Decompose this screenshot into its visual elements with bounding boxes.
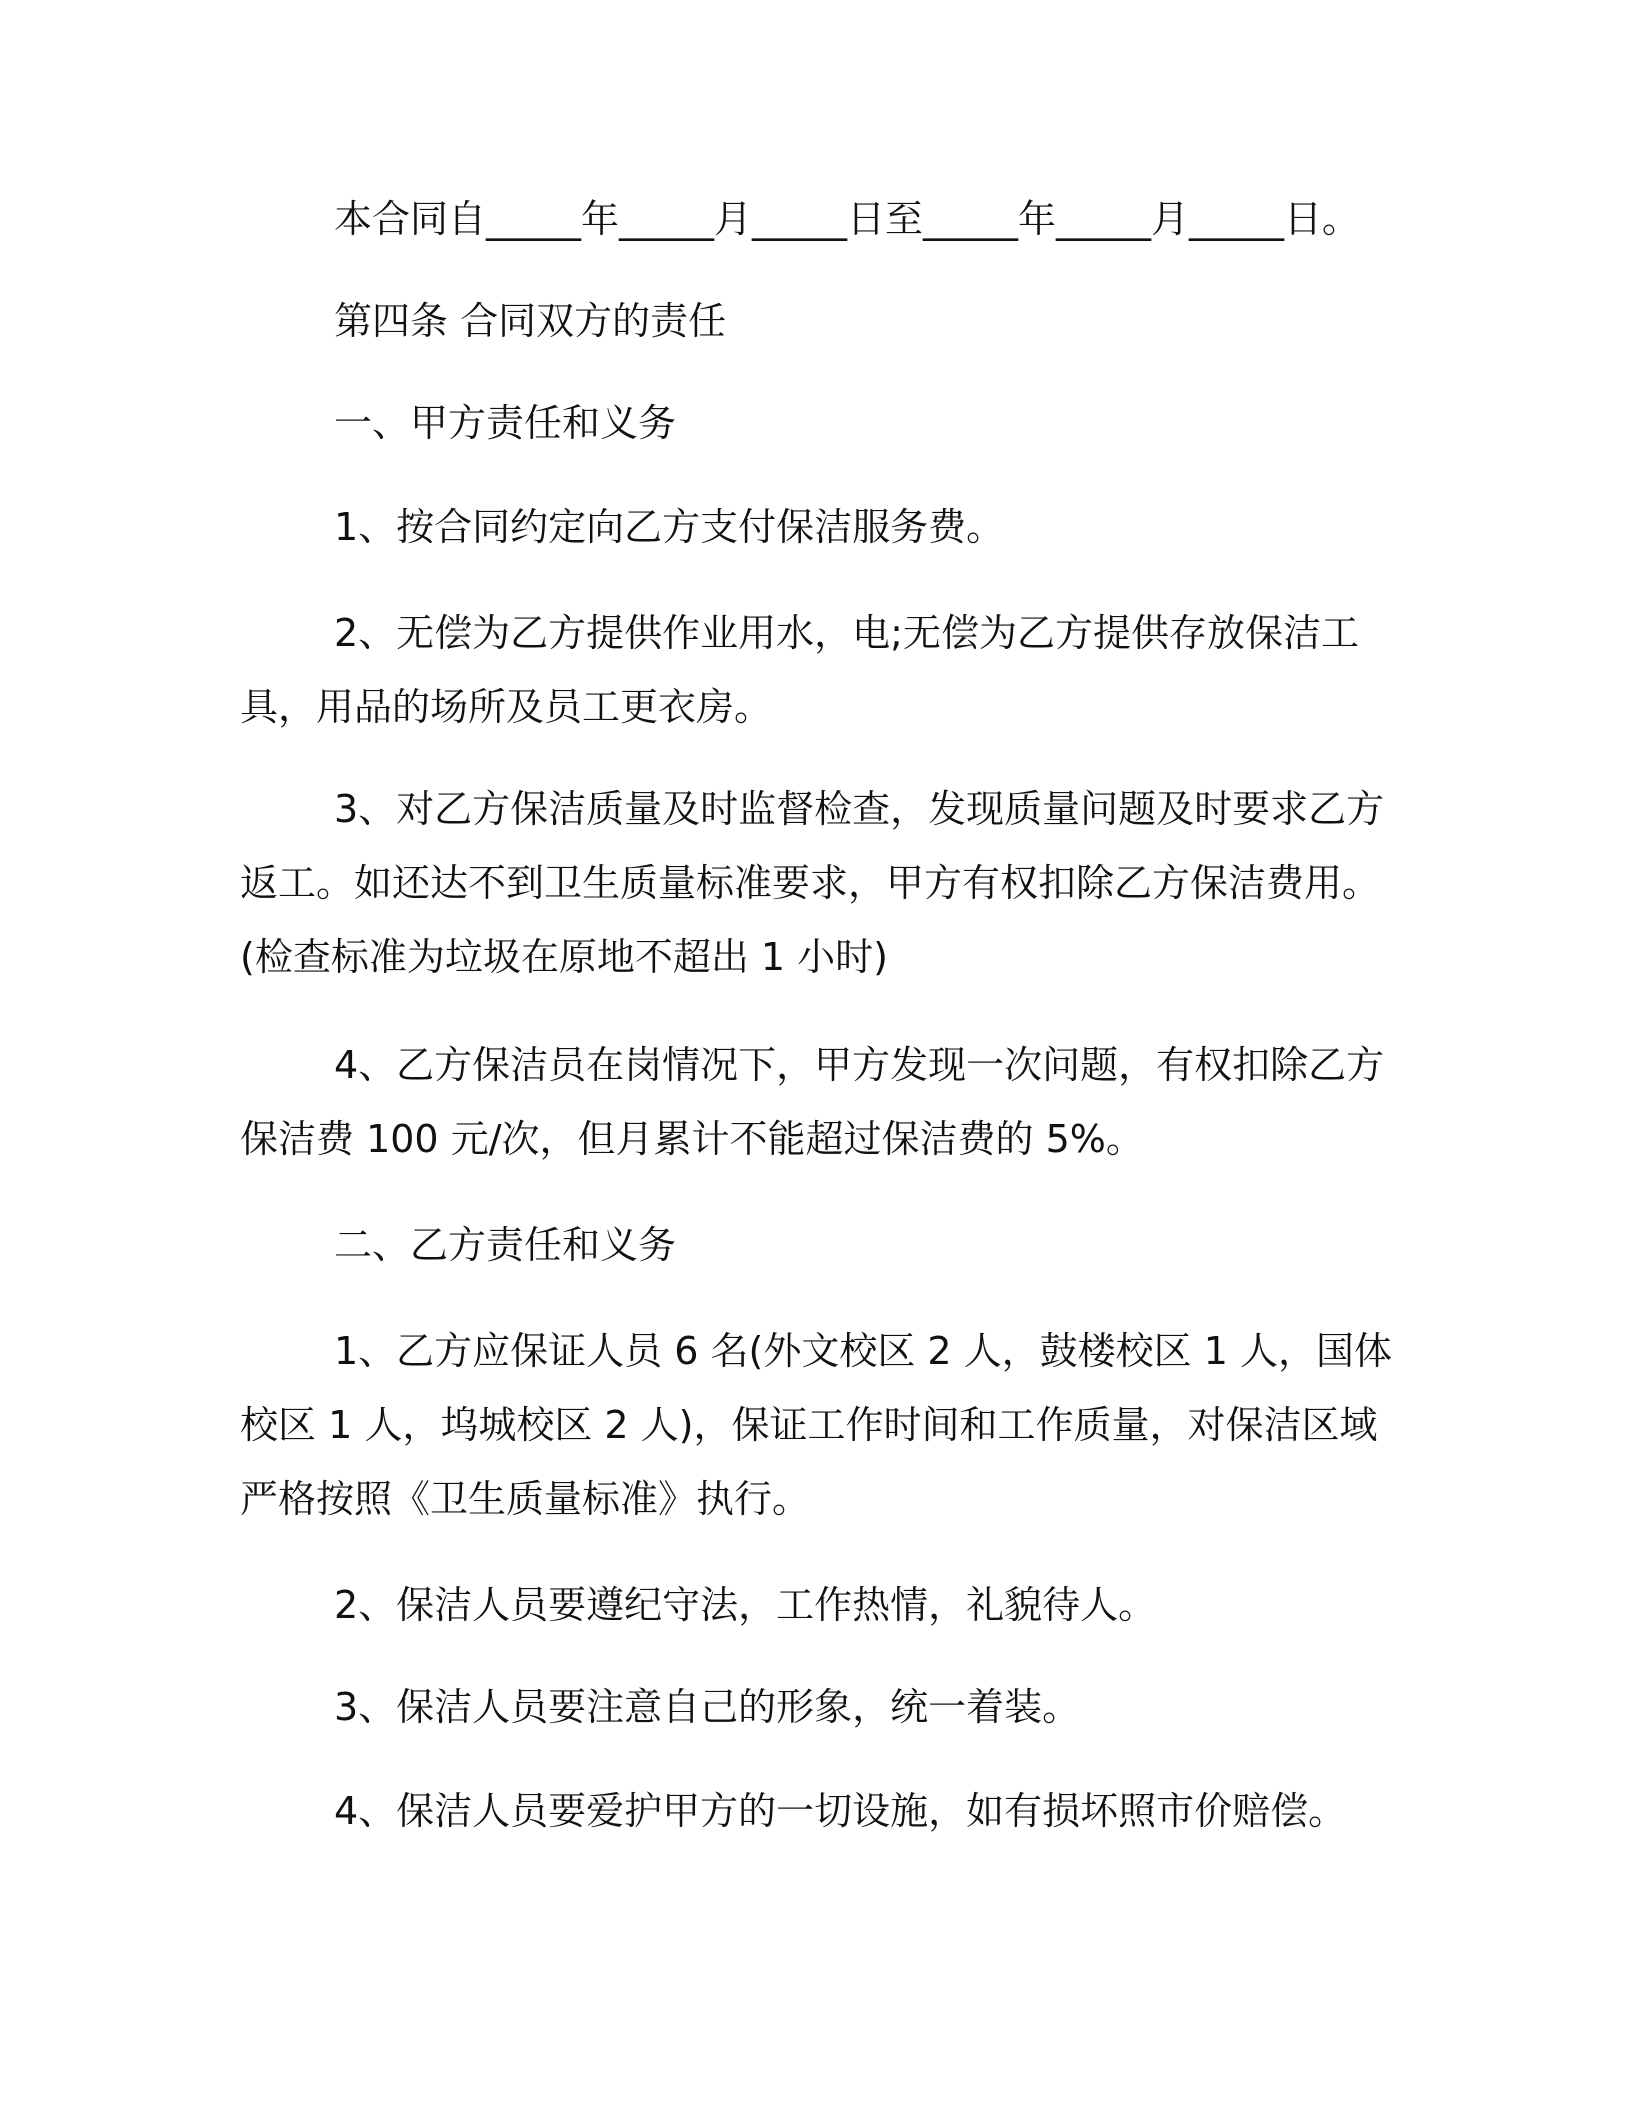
party-b-item-1: 1、乙方应保证人员 6 名(外文校区 2 人，鼓楼校区 1 人，国体校区 1 人，坞城校区 2 人)，保证工作时间和工作质量，对保洁区域严格按照《卫生质量标准》执行。 xyxy=(240,1329,1393,1521)
party-b-heading: 二、乙方责任和义务 xyxy=(334,1223,677,1267)
party-a-item-1: 1、按合同约定向乙方支付保洁服务费。 xyxy=(334,505,1005,549)
party-b-item-4: 4、保洁人员要爱护甲方的一切设施，如有损坏照市价赔偿。 xyxy=(334,1789,1347,1833)
party-a-item-2: 2、无偿为乙方提供作业用水，电;无偿为乙方提供存放保洁工具，用品的场所及员工更衣房。 xyxy=(240,611,1359,729)
party-b-item-2: 2、保洁人员要遵纪守法，工作热情，礼貌待人。 xyxy=(334,1583,1157,1627)
party-b-item-3: 3、保洁人员要注意自己的形象，统一着装。 xyxy=(334,1685,1081,1729)
party-a-item-4: 4、乙方保洁员在岗情况下，甲方发现一次问题，有权扣除乙方保洁费 100 元/次，但月累计不能超过保洁费的 5%。 xyxy=(240,1043,1385,1161)
contract-period-clause: 本合同自_____年_____月_____日至_____年_____月_____日。 xyxy=(334,197,1361,241)
party-a-item-3: 3、对乙方保洁质量及时监督检查，发现质量问题及时要求乙方返工。如还达不到卫生质量标准要求，甲方有权扣除乙方保洁费用。(检查标准为垃圾在原地不超出 1 小时) xyxy=(240,787,1385,979)
party-a-heading: 一、甲方责任和义务 xyxy=(334,401,677,445)
article-four-heading: 第四条 合同双方的责任 xyxy=(334,299,727,343)
